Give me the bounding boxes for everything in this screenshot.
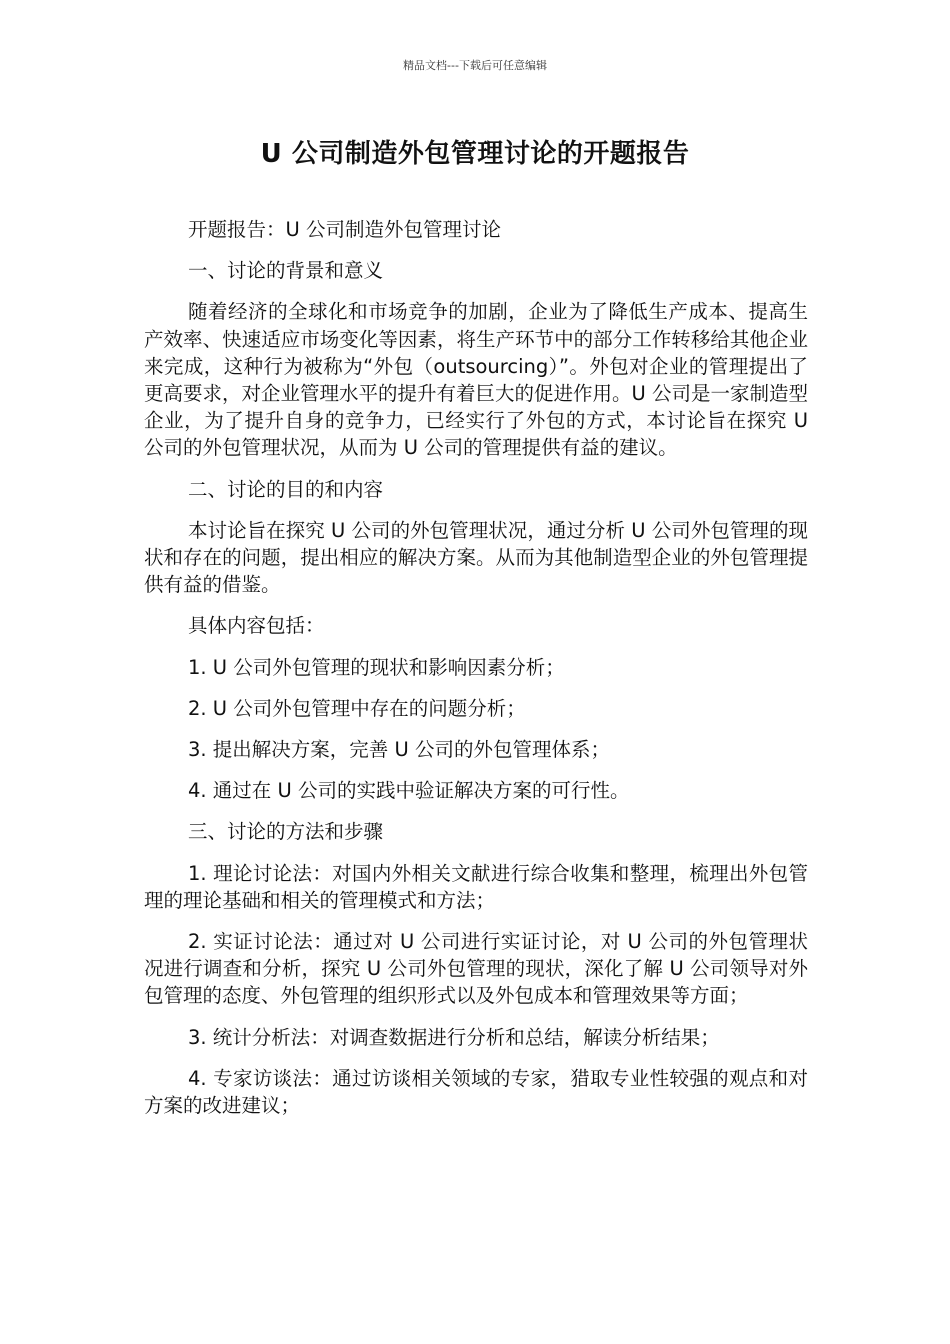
paragraph-purpose: 本讨论旨在探究 U 公司的外包管理状况，通过分析 U 公司外包管理的现状和存在的问题，提出相应的解决方案。从而为其他制造型企业的外包管理提供有益的借鉴。	[144, 518, 808, 597]
content-intro: 具体内容包括：	[188, 614, 325, 638]
method-item-1: 1. 理论讨论法：对国内外相关文献进行综合收集和整理，梳理出外包管理的理论基础和相关的管理模式和方法；	[144, 861, 808, 912]
method-item-3: 3. 统计分析法：对调查数据进行分析和总结，解读分析结果；	[188, 1025, 720, 1049]
section-heading-background: 一、讨论的背景和意义	[188, 259, 384, 283]
method-item-4: 4. 专家访谈法：通过访谈相关领域的专家，猎取专业性较强的观点和对方案的改进建议；	[144, 1066, 808, 1118]
section-heading-purpose: 二、讨论的目的和内容	[188, 477, 384, 501]
document-body	[144, 216, 808, 1133]
header-note: 精品文档---下载后可任意编辑	[403, 59, 547, 72]
section-heading-methods: 三、讨论的方法和步骤	[188, 820, 384, 844]
document-title: U 公司制造外包管理讨论的开题报告	[260, 139, 690, 169]
method-item-2: 2. 实证讨论法：通过对 U 公司进行实证讨论，对 U 公司的外包管理状况进行调查和分析，探究 U 公司外包管理的现状，深化了解 U 公司领导对外包管理的态度、外包管理的组织形式以及外包成本和管理效果等方面；	[144, 930, 808, 1008]
content-item-1: 1. U 公司外包管理的现状和影响因素分析；	[188, 655, 565, 679]
content-item-4: 4. 通过在 U 公司的实践中验证解决方案的可行性。	[188, 779, 630, 803]
opening-line: 开题报告：U 公司制造外包管理讨论	[188, 218, 501, 241]
content-item-2: 2. U 公司外包管理中存在的问题分析；	[188, 696, 526, 720]
paragraph-background: 随着经济的全球化和市场竞争的加剧，企业为了降低生产成本、提高生产效率、快速适应市场变化等因素，将生产环节中的部分工作转移给其他企业来完成，这种行为被称为“外包（outsourcing）”。外包对企业的管理提出了更高要求，对企业管理水平的提升有着巨大的促进作用。U 公司是一家制造型企业，为了提升自身的竞争力，已经实行了外包的方式，本讨论旨在探究 U 公司的外包管理状况，从而为 U 公司的管理提供有益的建议。	[144, 300, 808, 460]
content-item-3: 3. 提出解决方案，完善 U 公司的外包管理体系；	[188, 738, 610, 762]
